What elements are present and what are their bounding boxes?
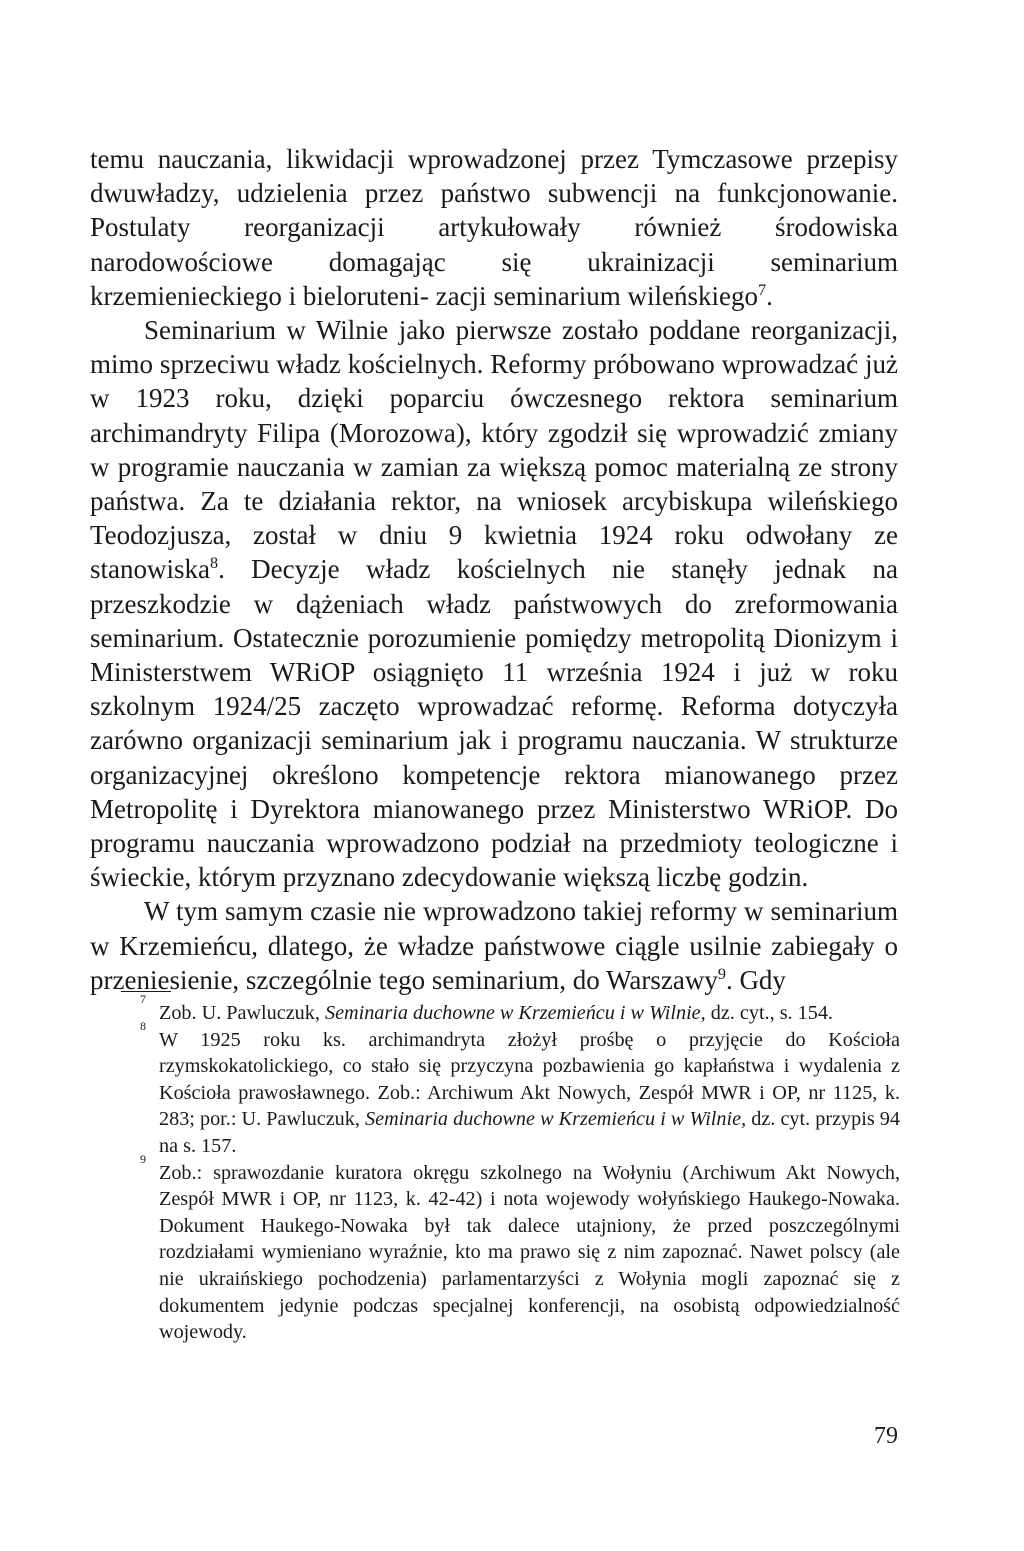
footnote-8-title: Seminaria duchowne w Krzemieńcu i w Wilnie bbox=[365, 1108, 742, 1131]
paragraph-2-text-a: Seminarium w Wilnie jako pierwsze zostało poddane reorganizacji, mimo sprzeciwu władz kościelnych. Reformy próbowano wprowadzać już w 1923 roku, dzięki poparciu ówczesnego rektora seminarium archimandryty Filipa (Morozowa), który zgodził się wprowadzić zmiany w programie nauczania w zamian za większą pomoc materialną ze strony państwa. Za te działania rektor, na wniosek arcybiskupa wileńskiego Teodozjusza, został w dniu 9 kwietnia 1924 roku odwołany ze stanowiska bbox=[90, 315, 898, 585]
paragraph-1 bbox=[90, 142, 898, 313]
footnote-separator bbox=[121, 991, 171, 992]
footnote-8-tail: , dz. cyt. przypis 94 na s. 157. bbox=[159, 1108, 900, 1157]
page-number: 79 bbox=[874, 1423, 898, 1449]
page-body bbox=[90, 142, 898, 997]
paragraph-3-text: W tym samym czasie nie wprowadzono takiej reformy w seminarium w Krzemieńcu, dlatego, że władze państwowe ciągle usilnie zabiegały o przeniesienie, szczególnie tego seminarium, do Warszawy bbox=[90, 896, 898, 995]
footnote-8 bbox=[140, 1018, 900, 1160]
footnote-7 bbox=[140, 992, 900, 1027]
footnotes bbox=[140, 992, 900, 1346]
paragraph-1-tail: . bbox=[766, 280, 773, 311]
footnote-9-number: 9 bbox=[140, 1151, 146, 1166]
footnote-7-tail: , dz. cyt., s. 154. bbox=[700, 1002, 833, 1024]
footnote-7-number: 7 bbox=[140, 992, 146, 1006]
footnote-ref-8: 8 bbox=[209, 554, 219, 573]
footnote-ref-9: 9 bbox=[717, 964, 726, 983]
footnote-9-text: Zob.: sprawozdanie kuratora okręgu szkolnego na Wołyniu (Archiwum Akt Nowych, Zespół MWR i OP, nr 1123, k. 42-42) i nota wojewody wołyńskiego Haukego-Nowaka. Dokument Haukego-Nowaka był tak dalece utajniony, że przed poszczególnymi rozdziałami wymieniano wyraźnie, kto ma prawo się z nim zapoznać. Nawet polscy (ale nie ukraińskiego pochodzenia) parlamentarzyści z Wołynia mogli zapoznać się z dokumentem jedynie podczas specjalnej konferencji, na osobistą odpowiedzialność wojewody. bbox=[159, 1161, 900, 1344]
footnote-ref-7: 7 bbox=[758, 280, 767, 299]
paragraph-3 bbox=[90, 894, 898, 997]
paragraph-2-text-b: . Decyzje władz kościelnych nie stanęły jednak na przeszkodzie w dążeniach władz państwowych do zreformowania seminarium. Ostatecznie porozumienie pomiędzy metropolitą Dionizym i Ministerstwem WRiOP osiągnięto 11 września 1924 i już w roku szkolnym 1924/25 zaczęto wprowadzać reformę. Reforma dotyczyła zarówno organizacji seminarium jak i programu nauczania. W strukturze organizacyjnej określono kompetencje rektora mianowanego przez Metropolitę i Dyrektora mianowanego przez Ministerstwo WRiOP. Do programu nauczania wprowadzono podział na przedmioty teologiczne i świeckie, którym przyznano zdecydowanie większą liczbę godzin. bbox=[90, 554, 898, 893]
footnote-7-title: Seminaria duchowne w Krzemieńcu i w Wilnie bbox=[324, 1002, 701, 1024]
main-text bbox=[90, 142, 898, 997]
paragraph-2 bbox=[90, 313, 898, 894]
footnote-9 bbox=[140, 1151, 900, 1346]
paragraph-3-tail: . Gdy bbox=[725, 964, 786, 995]
paragraph-1-text: temu nauczania, likwidacji wprowadzonej przez Tymczasowe przepisy dwuwładzy, udzielenia przez państwo subwencji na funkcjonowanie. Postulaty reorganizacji artykułowały również środowiska narodowościowe domagając się ukrainizacji seminarium krzemienieckiego i bieloruteni- zacji seminarium wileńskiego bbox=[90, 144, 898, 311]
footnote-8-number: 8 bbox=[140, 1018, 146, 1033]
footnote-8-text: W 1925 roku ks. archimandryta złożył prośbę o przyjęcie do Kościoła rzymskokatolickiego, co stało się przyczyna pozbawienia go kapłaństwa i wydalenia z Kościoła prawosławnego. Zob.: Archiwum Akt Nowych, Zespół MWR i OP, nr 1125, k. 283; por.: U. Pawluczuk, bbox=[159, 1028, 900, 1131]
footnote-7-text: Zob. U. Pawluczuk, bbox=[159, 1002, 325, 1024]
